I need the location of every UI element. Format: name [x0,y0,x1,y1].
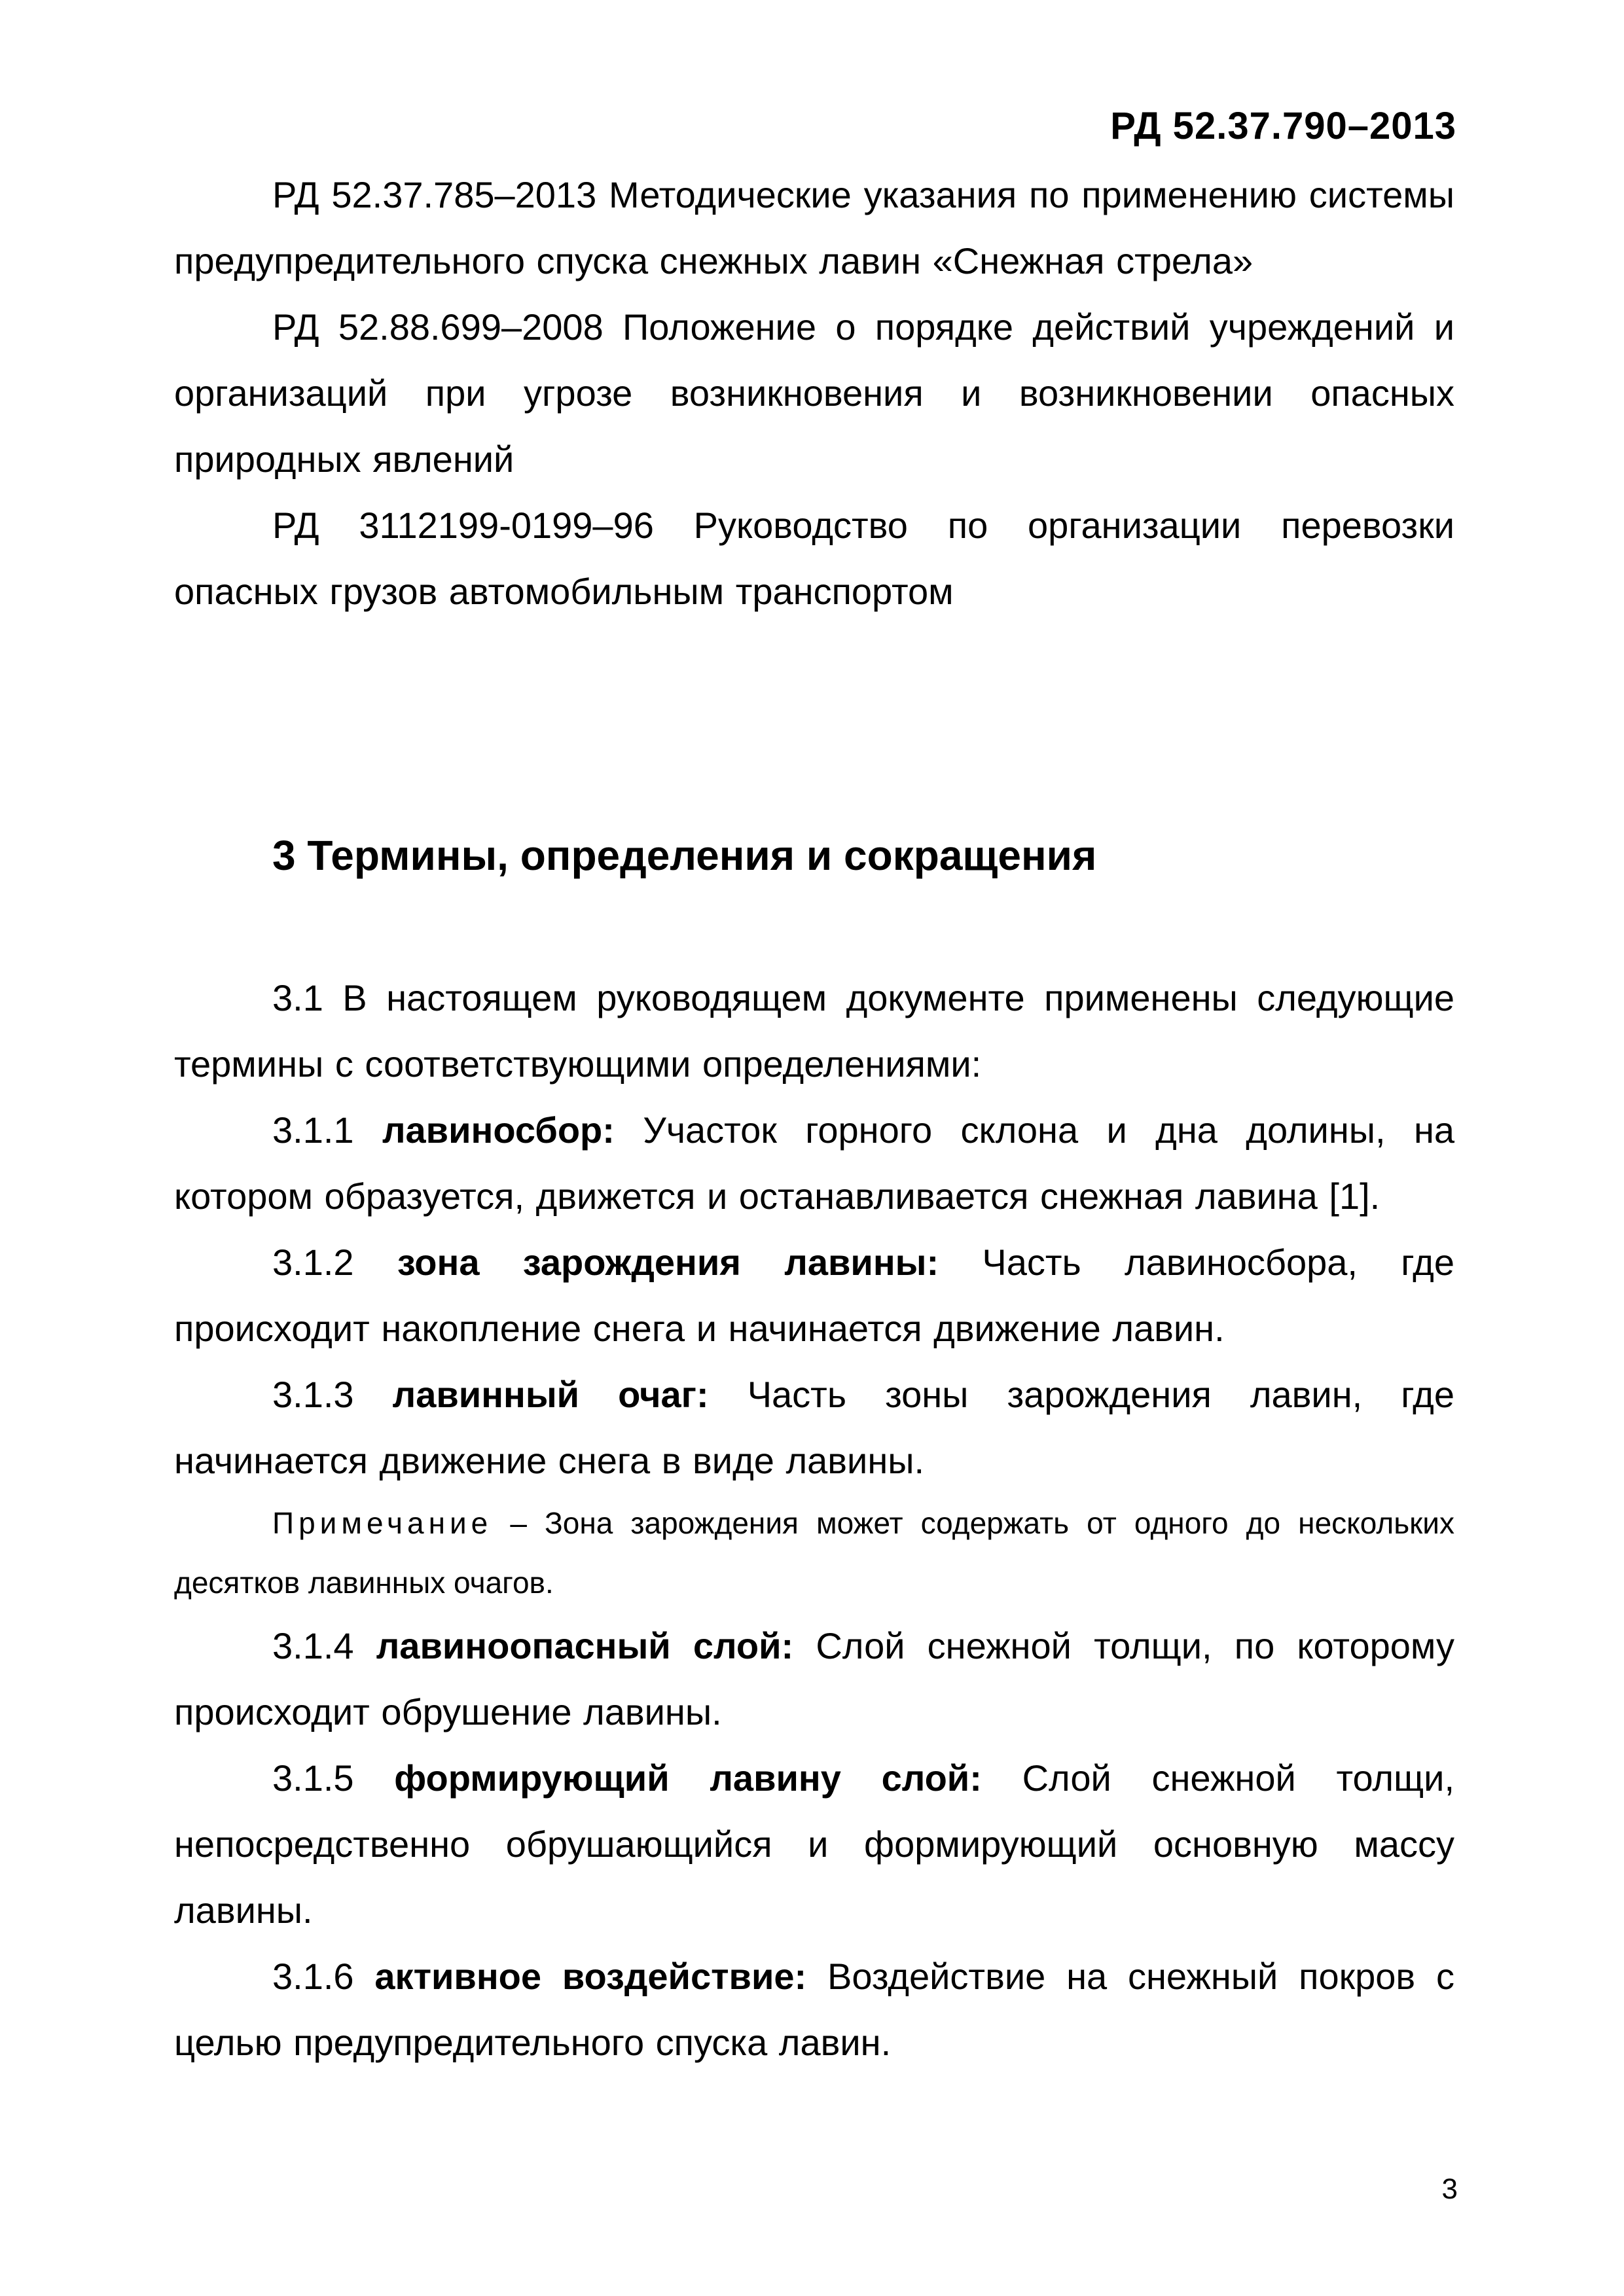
references-list [174,162,1454,624]
note [174,1494,1454,1613]
term-name: лавиносбор: [382,1109,615,1151]
reference-item: РД 3112199-0199–96 Руководство по организации перевозки опасных грузов автомобильным транспортом [174,505,1454,612]
document-code-header: РД 52.37.790–2013 [1110,105,1456,147]
term-item [174,1097,1454,1229]
term-number: 3.1.6 [272,1956,354,1997]
term-name: активное воздействие: [374,1956,807,1997]
term-name: лавинный очаг: [392,1374,709,1415]
term-item [174,1229,1454,1361]
term-number: 3.1.3 [272,1374,354,1415]
reference-item: РД 52.88.699–2008 Положение о порядке действий учреждений и организаций при угрозе возникновения и возникновении опасных природных явлений [174,306,1454,480]
term-name: зона зарождения лавины: [397,1242,939,1283]
term-item [174,1361,1454,1494]
reference-item: РД 52.37.785–2013 Методические указания по применению системы предупредительного спуска снежных лавин «Снежная стрела» [174,174,1454,281]
terms-list [174,965,1454,2075]
term-number: 3.1.5 [272,1757,354,1799]
section-heading: 3 Термины, определения и сокращения [272,832,1097,879]
term-definition: Часть лавиносбора, где происходит накопление снега и начинается движение лавин. [174,1242,1454,1349]
term-number: 3.1.2 [272,1242,354,1283]
term-item [174,1613,1454,1745]
page-number: 3 [1441,2173,1458,2205]
term-name: формирующий лавину слой: [394,1757,982,1799]
term-definition: Воздействие на снежный покров с целью предупредительного спуска лавин. [174,1956,1454,2063]
term-item [174,1943,1454,2075]
term-item [174,1745,1454,1943]
section-intro: 3.1 В настоящем руководящем документе применены следующие термины с соответствующими определениями: [174,977,1454,1085]
term-number: 3.1.1 [272,1109,354,1151]
term-number: 3.1.4 [272,1625,354,1666]
term-name: лавиноопасный слой: [376,1625,794,1666]
note-text: Зона зарождения может содержать от одного до нескольких десятков лавинных очагов. [174,1506,1454,1600]
term-definition: Участок горного склона и дна долины, на котором образуется, движется и останавливается снежная лавина [1]. [174,1109,1455,1217]
note-label: Примечание [272,1506,493,1540]
term-definition: Слой снежной толщи, по которому происходит обрушение лавины. [174,1625,1455,1732]
note-dash: – [510,1506,527,1540]
term-definition: Часть зоны зарождения лавин, где начинается движение снега в виде лавины. [174,1374,1455,1481]
term-definition: Слой снежной толщи, непосредственно обрушающийся и формирующий основную массу лавины. [174,1757,1455,1931]
